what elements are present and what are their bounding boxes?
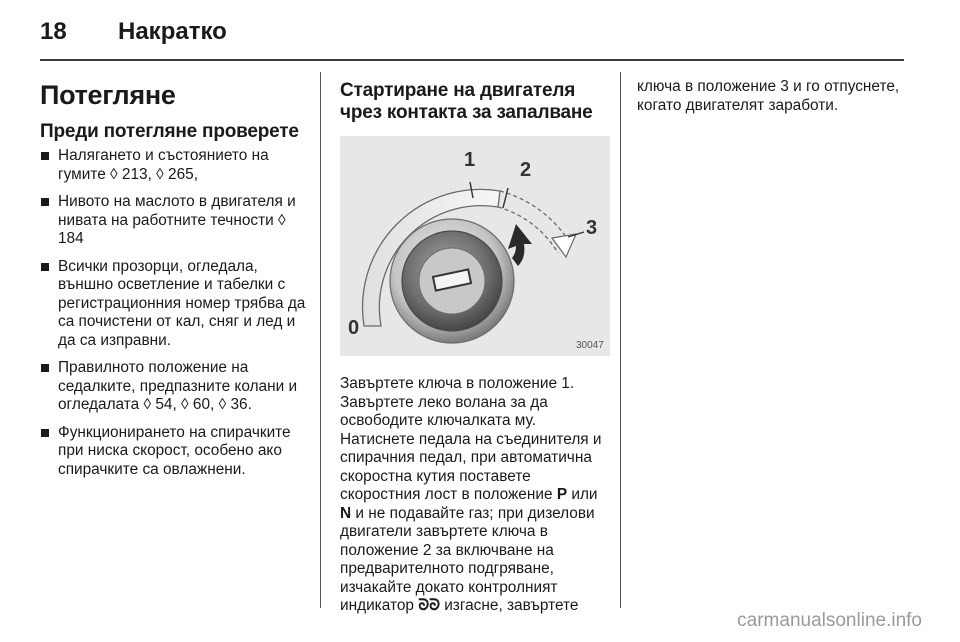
gear-position-n: N (340, 504, 352, 522)
gear-position-p: P (556, 486, 568, 503)
checklist-heading: Преди потегляне проверете (40, 121, 299, 142)
column-divider-1 (320, 72, 321, 608)
square-bullet-icon (41, 429, 49, 437)
checklist-item (40, 424, 308, 480)
ignition-heading-line1: Стартиране на двигателя (340, 80, 576, 101)
checklist-item-text: Нивото на маслото в двигателя и нивата на работните течности ◊ 184 (58, 193, 296, 247)
square-bullet-icon (41, 364, 49, 372)
column-divider-2 (620, 72, 621, 608)
square-bullet-icon (41, 198, 49, 206)
ignition-instructions (340, 375, 608, 616)
instruction-text-3: и не подавайте газ; при дизелови двигатели завъртете ключа в положение 2 за включване на предварителното подгряване, изчакайте докато контролният индикатор (340, 504, 595, 614)
instruction-text-2: или (567, 486, 598, 503)
ignition-heading-line2: чрез контакта за запалване (340, 102, 593, 123)
checklist-item-text: Налягането и състоянието на гумите ◊ 213, ◊ 265, (58, 147, 269, 183)
square-bullet-icon (41, 152, 49, 160)
checklist-item (40, 258, 308, 351)
header-title: Накратко (118, 18, 227, 45)
checklist-item (40, 193, 308, 249)
instruction-text-4: изгасне, завъртете (439, 597, 579, 614)
figure-code: 30047 (576, 340, 604, 351)
checklist-item-text: Правилното положение на седалките, предпазните колани и огледалата ◊ 54, ◊ 60, ◊ 36. (58, 359, 298, 413)
ignition-switch-figure (340, 136, 610, 356)
checklist (40, 147, 308, 479)
position-label-3: 3 (586, 217, 598, 239)
column-right (637, 72, 909, 115)
checklist-item-text: Функционирането на спирачките при ниска скорост, особено ако спирачките са овлажнени. (58, 423, 291, 478)
glow-plug-indicator-icon: ᘐᘐ (418, 597, 440, 614)
column-left (40, 72, 308, 488)
checklist-item-text: Всички прозорци, огледала, външно осветление и табелки с регистрационния номер трябва да са почистени от кал, сняг и лед и да са изправни. (58, 257, 306, 349)
position-label-2: 2 (520, 159, 532, 181)
position-label-1: 1 (464, 149, 476, 171)
instruction-text-1: Завъртете ключа в положение 1. Завъртете леко волана за да освободите ключалката му. Натиснете педала на съединителя и спирачния педал, при автоматична скоростна кутия поставете скоростния лост в положение (340, 375, 602, 503)
column-middle (340, 72, 608, 616)
section-heading: Потегляне (40, 80, 176, 110)
page-header (40, 14, 227, 50)
ignition-heading (340, 80, 608, 124)
header-divider (40, 59, 904, 61)
square-bullet-icon (41, 263, 49, 271)
page-number: 18 (40, 18, 67, 45)
position-label-0: 0 (348, 317, 360, 339)
continued-instructions: ключа в положение 3 и го отпуснете, когато двигателят заработи. (637, 78, 900, 114)
site-watermark: carmanualsonline.info (737, 610, 922, 631)
checklist-item (40, 147, 308, 184)
checklist-item (40, 359, 308, 415)
